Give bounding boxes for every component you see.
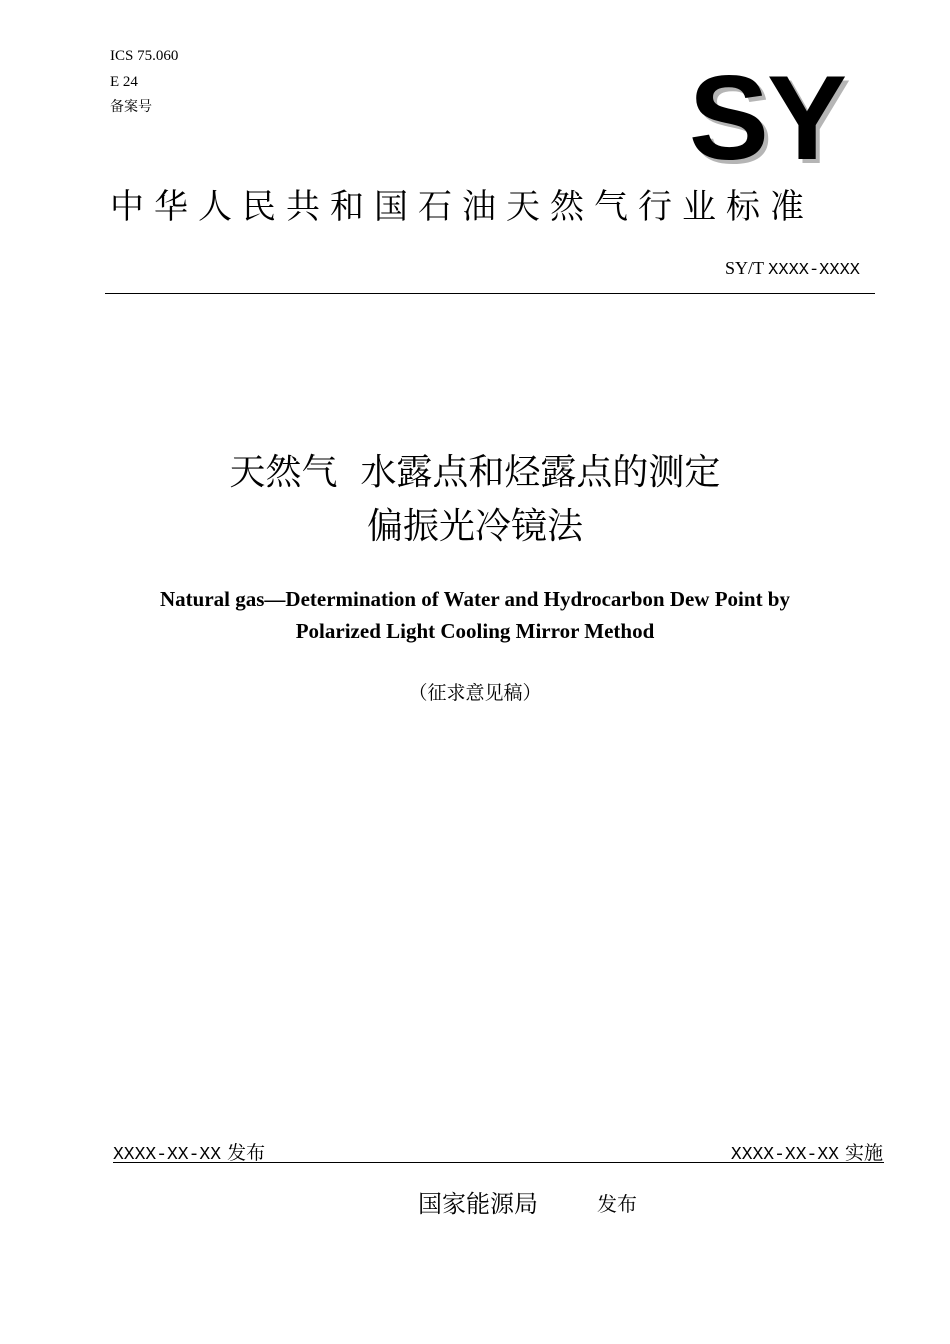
ics-code: ICS 75.060	[110, 48, 179, 64]
standard-code-prefix: SY/T	[724, 258, 764, 278]
issue-label: 发布	[227, 1142, 266, 1164]
english-title-line1: Natural gas—Determination of Water and Hydrocarbon Dew Point by	[160, 587, 790, 611]
issuing-authority-label: 发布	[597, 1192, 637, 1216]
issue-date: XXXX-XX-XX	[113, 1145, 222, 1165]
issuing-authority: 国家能源局	[418, 1190, 538, 1218]
record-number-label: 备案号	[110, 99, 152, 115]
implementation-label: 实施	[844, 1142, 883, 1164]
sy-logo: SY	[688, 51, 845, 185]
chinese-title-line2: 偏振光冷镜法	[366, 506, 583, 547]
footer-divider	[113, 1162, 884, 1163]
draft-status: （征求意见稿）	[408, 682, 542, 704]
english-title-line2: Polarized Light Cooling Mirror Method	[295, 619, 655, 643]
chinese-title-line1: 天然气 水露点和烃露点的测定	[229, 452, 721, 493]
standard-code	[725, 258, 860, 280]
header-divider	[105, 293, 875, 294]
industry-standard-title: 中华人民共和国石油天然气行业标准	[110, 187, 814, 227]
standard-code-number: XXXX-XXXX	[768, 261, 860, 280]
issue-date-block	[113, 1138, 265, 1165]
implementation-date-block	[731, 1138, 883, 1165]
implementation-date: XXXX-XX-XX	[730, 1145, 839, 1165]
ccs-code: E 24	[110, 74, 138, 90]
